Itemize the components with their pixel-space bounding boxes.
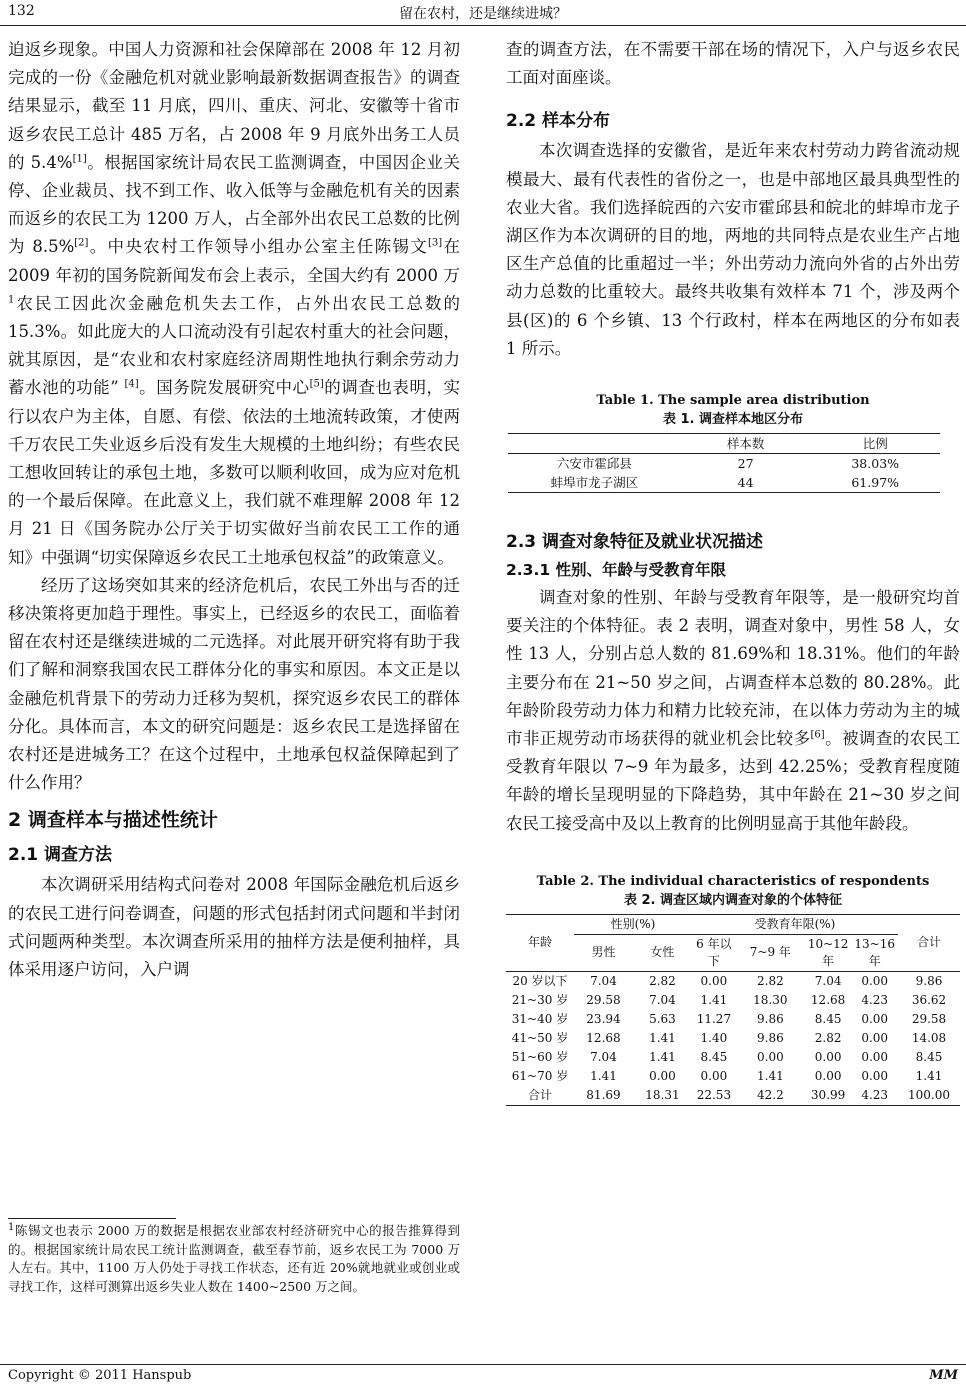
table-cell: 7.04 xyxy=(574,971,633,991)
table-cell: 8.45 xyxy=(700,1049,728,1064)
section-2-heading: 2 调查样本与描述性统计 xyxy=(8,809,218,832)
table-cell: 30.99 xyxy=(805,1086,852,1106)
table-2-subheader: 6 年以下 xyxy=(692,934,736,971)
paragraph-returning-migrants xyxy=(8,36,460,572)
text-run: 的调查也表明，实行以农户为主体，自愿、有偿、依法的土地流转政策，才使两千万农民工失业返乡后没有发生大规模的土地纠纷；有些农民工想收回转让的承包土地，多数可以顺利收回，成为应对危机的一个最后保障。在此意义上，我们就不难理解 2008 年 12 月 21 日《国务院办公厅关于切实做好当前农民工工作的通知》中强调“切实保障返乡农民工土地承包权益”的政策意义。 xyxy=(8,378,461,567)
citation-1[interactable]: [1] xyxy=(72,153,87,165)
table-cell: 8.45 xyxy=(814,1011,842,1026)
table-cell: 1.41 xyxy=(649,1030,676,1045)
section-2-1-heading: 2.1 调查方法 xyxy=(8,845,113,866)
footnote-rule xyxy=(8,1218,176,1219)
page-header xyxy=(0,0,966,26)
table-cell: 27 xyxy=(681,454,811,474)
table-1 xyxy=(508,433,940,493)
paragraph-sample-distribution: 本次调查选择的安徽省，是近年来农村劳动力跨省流动规模最大、最有代表性的省份之一，也是中部地区最具典型性的农业大省。我们选择皖西的六安市霍邱县和皖北的蚌埠市龙子湖区作为本次调研的目的地，两地的共同特点是农业生产占地区生产总值的比重超过一半；外出劳动力流向外省的占外出劳动力总数的比重较大。最终共收集有效样本 71 个，涉及两个县(区)的 6 个乡镇、13 个行政村，样本在两地区的分布如表 1 所示。 xyxy=(506,141,960,358)
table-cell: 29.58 xyxy=(911,1011,947,1026)
table-2-subheader: 7~9 年 xyxy=(736,934,805,971)
table-cell: 12.68 xyxy=(586,1030,621,1045)
table-cell: 2.82 xyxy=(814,1030,842,1045)
table-cell: 2.82 xyxy=(736,971,805,991)
table-cell: 61.97% xyxy=(810,473,940,493)
table-cell: 1.41 xyxy=(757,1068,784,1083)
paragraph-survey-method-cont: 查的调查方法，在不需要干部在场的情况下，入户与返乡农民工面对面座谈。 xyxy=(506,40,960,88)
table-cell: 1.41 xyxy=(590,1068,617,1083)
table-cell: 7.04 xyxy=(649,992,676,1007)
citation-6[interactable]: [6] xyxy=(810,729,825,741)
citation-3[interactable]: [3] xyxy=(428,237,443,249)
table-row xyxy=(506,991,960,1010)
table-cell: 44 xyxy=(681,473,811,493)
citation-4[interactable]: [4] xyxy=(124,378,139,390)
table-2-header-age: 年龄 xyxy=(506,914,574,971)
left-column xyxy=(8,36,460,984)
table-cell: 12.68 xyxy=(810,992,846,1007)
table-cell: 0.00 xyxy=(700,1068,728,1083)
table-1-caption-zh: 表 1. 调查样本地区分布 xyxy=(662,412,804,428)
table-cell: 0.00 xyxy=(814,1068,842,1083)
table-cell: 18.31 xyxy=(633,1086,692,1106)
table-cell: 0.00 xyxy=(649,1068,676,1083)
table-cell: 0.00 xyxy=(814,1049,842,1064)
table-cell: 29.58 xyxy=(586,992,621,1007)
table-row xyxy=(506,1086,960,1106)
table-cell: 0.00 xyxy=(861,1049,889,1064)
section-2-3-heading: 2.3 调查对象特征及就业状况描述 xyxy=(506,532,764,553)
table-1-caption-en: Table 1. The sample area distribution xyxy=(596,393,870,409)
table-cell: 0.00 xyxy=(851,971,898,991)
table-cell: 蚌埠市龙子湖区 xyxy=(508,473,681,493)
table-cell: 7.04 xyxy=(805,971,852,991)
page-number: 132 xyxy=(8,3,35,19)
table-cell: 2.82 xyxy=(633,971,692,991)
table-cell: 23.94 xyxy=(586,1011,621,1026)
table-row xyxy=(506,1010,960,1029)
table-cell: 1.40 xyxy=(700,1030,728,1045)
table-2-body xyxy=(506,971,960,1105)
table-2-header-total: 合计 xyxy=(898,914,960,971)
table-cell: 9.86 xyxy=(898,971,960,991)
header-rule xyxy=(0,25,966,26)
table-cell: 0.00 xyxy=(861,1011,889,1026)
table-cell: 36.62 xyxy=(911,992,947,1007)
table-row xyxy=(508,473,940,493)
table-row xyxy=(506,1067,960,1086)
table-cell: 0.00 xyxy=(861,1068,889,1083)
footnote-marker-1[interactable]: 1 xyxy=(8,294,15,306)
text-run: 调查对象的性别、年龄与受教育年限等，是一般研究均首要关注的个体特征。表 2 表明，调查对象中，男性 58 人，女性 13 人，分别占总人数的 81.69%和 18.31%。他们的年龄主要分布在 21~50 岁之间，占调查样本总数的 80.28%。此年龄阶段劳动力体力和精力比较充沛，在以体力劳动为主的城市非正规劳动市场获得的就业机会比较多 xyxy=(506,588,960,749)
table-row xyxy=(508,454,940,474)
table-1-header: 比例 xyxy=(810,434,940,454)
table-cell: 5.63 xyxy=(649,1011,676,1026)
table-cell: 22.53 xyxy=(692,1086,736,1106)
table-row xyxy=(506,1029,960,1048)
table-2-subheader: 13~16 年 xyxy=(851,934,898,971)
table-cell: 9.86 xyxy=(757,1011,784,1026)
table-cell: 0.00 xyxy=(861,1030,889,1045)
right-column xyxy=(506,36,960,1106)
table-2-subheader: 男性 xyxy=(574,934,633,971)
footnote-mark: 1 xyxy=(8,1221,15,1233)
table-cell: 4.23 xyxy=(861,992,889,1007)
table-cell: 100.00 xyxy=(898,1086,960,1106)
table-2-header-education: 受教育年限(%) xyxy=(692,914,898,934)
table-cell: 20 岁以下 xyxy=(506,971,574,991)
table-cell: 14.08 xyxy=(911,1030,947,1045)
table-row xyxy=(506,1048,960,1067)
footnote-text: 陈锡文也表示 2000 万的数据是根据农业部农村经济研究中心的报告推算得到的。根据国家统计局农民工统计监测调查，截至春节前，返乡农民工为 7000 万人左右。其中，1100 万人仍处于寻找工作状态，还有近 20%就地就业或创业或寻找工作，这样可测算出返乡失业人数在 1400~2500 万之间。 xyxy=(8,1223,460,1294)
text-run: 迫返乡现象。中国人力资源和社会保障部在 2008 年 12 月初完成的一份《金融危机对就业影响最新数据调查报告》的调查结果显示，截至 11 月底，四川、重庆、河北、安徽等十省市返乡农民工总计 485 万名，占 2008 年 9 月底外出务工人员的 5.4% xyxy=(8,40,460,172)
table-1-header: 样本数 xyxy=(681,434,811,454)
table-cell: 18.30 xyxy=(753,992,788,1007)
citation-5[interactable]: [5] xyxy=(309,378,324,390)
paragraph-individual-characteristics xyxy=(506,584,960,838)
table-cell: 38.03% xyxy=(810,454,940,474)
footnote xyxy=(8,1222,460,1296)
table-cell: 4.23 xyxy=(851,1086,898,1106)
text-run: 。中央农村工作领导小组办公室主任陈锡文 xyxy=(88,237,429,257)
table-cell: 1.41 xyxy=(700,992,728,1007)
table-cell: 0.00 xyxy=(757,1049,784,1064)
text-run: 农民工因此次金融危机失去工作，占外出农民工总数的 15.3%。如此庞大的人口流动没有引起农村重大的社会问题，就其原因，是“农业和农村家庭经济周期性地执行剩余劳动力蓄水池的功能” xyxy=(8,293,460,398)
table-cell: 1.41 xyxy=(915,1068,943,1083)
paragraph-survey-method: 本次调研采用结构式问卷对 2008 年国际金融危机后返乡的农民工进行问卷调查，问题的形式包括封闭式问题和半封闭式问题两种类型。本次调查所采用的抽样方法是便利抽样，具体采用逐户访问，入户调 xyxy=(8,875,460,980)
table-cell: 合计 xyxy=(506,1086,574,1106)
paragraph-research-question: 经历了这场突如其来的经济危机后，农民工外出与否的迁移决策将更加趋于理性。事实上，已经返乡的农民工，面临着留在农村还是继续进城的二元选择。对此展开研究将有助于我们了解和洞察我国农民工群体分化的事实和原因。本文正是以金融危机背景下的劳动力迁移为契机，探究返乡农民工的群体分化。具体而言，本文的研究问题是：返乡农民工是选择留在农村还是进城务工？在这个过程中，土地承包权益保障起到了什么作用？ xyxy=(8,575,460,793)
section-2-3-1-heading: 2.3.1 性别、年龄与受教育年限 xyxy=(506,561,727,580)
table-cell: 42.2 xyxy=(736,1086,805,1106)
table-2-header-gender: 性别(%) xyxy=(574,914,692,934)
table-cell: 9.86 xyxy=(757,1030,784,1045)
citation-2[interactable]: [2] xyxy=(74,237,89,249)
table-cell: 61~70 岁 xyxy=(511,1068,569,1083)
table-row xyxy=(506,971,960,991)
journal-abbrev: MM xyxy=(929,1368,958,1383)
table-cell: 六安市霍邱县 xyxy=(508,454,681,474)
table-cell: 0.00 xyxy=(692,971,736,991)
table-cell: 7.04 xyxy=(590,1049,617,1064)
table-cell: 31~40 岁 xyxy=(511,1011,569,1026)
table-cell: 51~60 岁 xyxy=(511,1049,569,1064)
footer-rule xyxy=(0,1364,966,1365)
table-cell: 81.69 xyxy=(574,1086,633,1106)
text-run: 。根据国家统计局农民工监测调查，中国因企业关停、企业裁员、找不到工作、收入低等与金融危机有关的因素而返乡的农民工为 1200 万人，占全部外出农民工总数的比例为 8.5% xyxy=(8,152,460,257)
table-cell: 41~50 岁 xyxy=(511,1030,569,1045)
table-cell: 21~30 岁 xyxy=(511,992,569,1007)
table-2 xyxy=(506,914,960,1106)
table-1-header xyxy=(508,434,681,454)
table-cell: 8.45 xyxy=(915,1049,943,1064)
table-2-caption-zh: 表 2. 调查区域内调查对象的个体特征 xyxy=(623,892,843,908)
table-2-caption-en: Table 2. The individual characteristics of respondents xyxy=(536,873,930,889)
table-2-subheader: 10~12 年 xyxy=(805,934,852,971)
running-title: 留在农村，还是继续进城？ xyxy=(399,6,567,22)
text-run: 。国务院发展研究中心 xyxy=(138,378,310,398)
copyright: Copyright © 2011 Hanspub xyxy=(8,1368,192,1383)
table-cell: 1.41 xyxy=(649,1049,676,1064)
text-run: 在 2009 年初的国务院新闻发布会上表示，全国大约有 2000 万 xyxy=(8,237,461,285)
section-2-2-heading: 2.2 样本分布 xyxy=(506,111,611,132)
table-cell: 11.27 xyxy=(696,1011,732,1026)
table-2-subheader: 女性 xyxy=(633,934,692,971)
text-run: 。被调查的农民工受教育年限以 7~9 年为最多，达到 42.25%；受教育程度随年龄的增长呈现明显的下降趋势，其中年龄在 21~30 岁之间农民工接受高中及以上教育的比例明显高于其他年龄段。 xyxy=(506,729,961,833)
